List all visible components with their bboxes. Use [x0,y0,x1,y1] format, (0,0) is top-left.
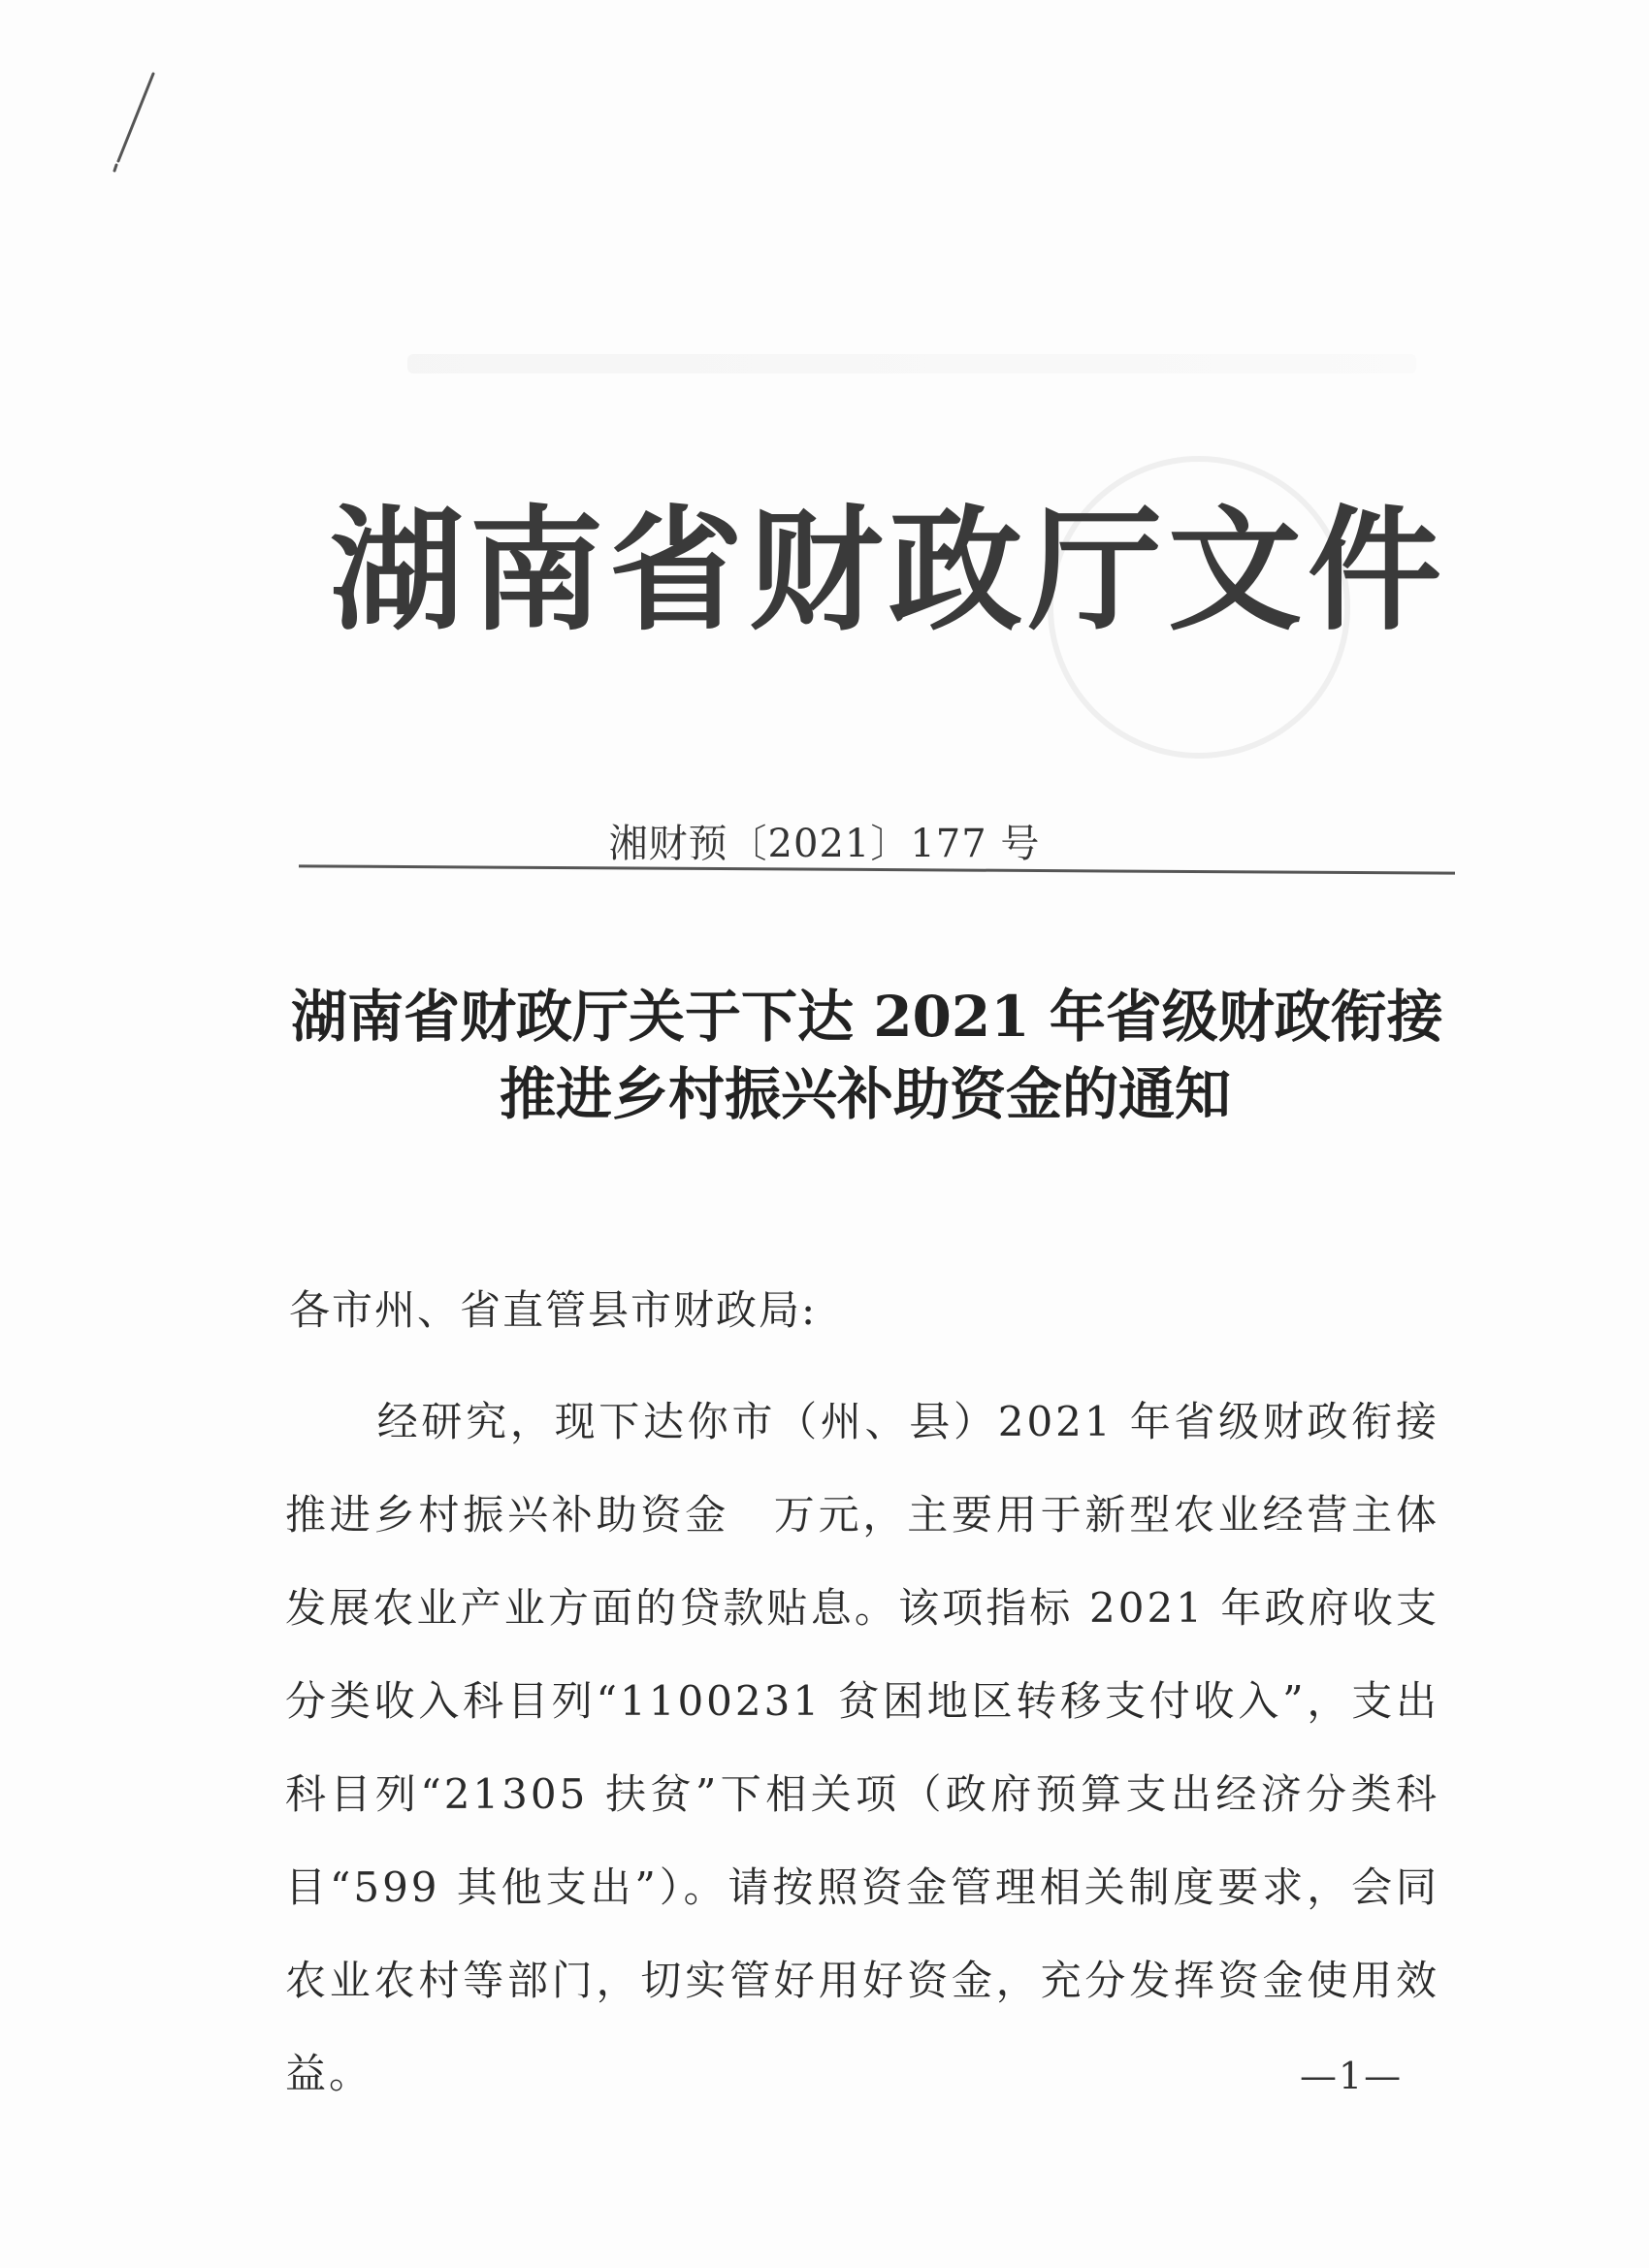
notice-title [291,978,1445,1133]
body-paragraph-text: 经研究，现下达你市（州、县）2021 年省级财政衔接推进乡村振兴补助资金 万元，主要用于新型农业经营主体发展农业产业方面的贷款贴息。该项指标 2021 年政府收支分类收入科目列“1100231 贫困地区转移支付收入”，支出科目列“21305 扶贫”下相关项（政府预算支出经济分类科目“599 其他支出”）。请按照资金管理相关制度要求，会同农业农村等部门，切实管好用好资金，充分发挥资金使用效益。 [285,1398,1439,2097]
document-number: 湘财预〔2021〕177 号 [608,822,1041,866]
pen-stroke-mark [105,68,163,175]
document-header-title: 湖南省财政厅文件 [330,493,1448,649]
notice-title-line2: 推进乡村振兴补助资金的通知 [500,1061,1232,1127]
notice-title-line1: 湖南省财政厅关于下达 2021 年省级财政衔接 [291,984,1443,1050]
page-number: —1— [1300,2055,1404,2097]
bleed-through-text [407,354,1416,373]
addressee: 各市州、省直管县市财政局: [289,1286,818,1334]
body-paragraph [285,1376,1439,2121]
